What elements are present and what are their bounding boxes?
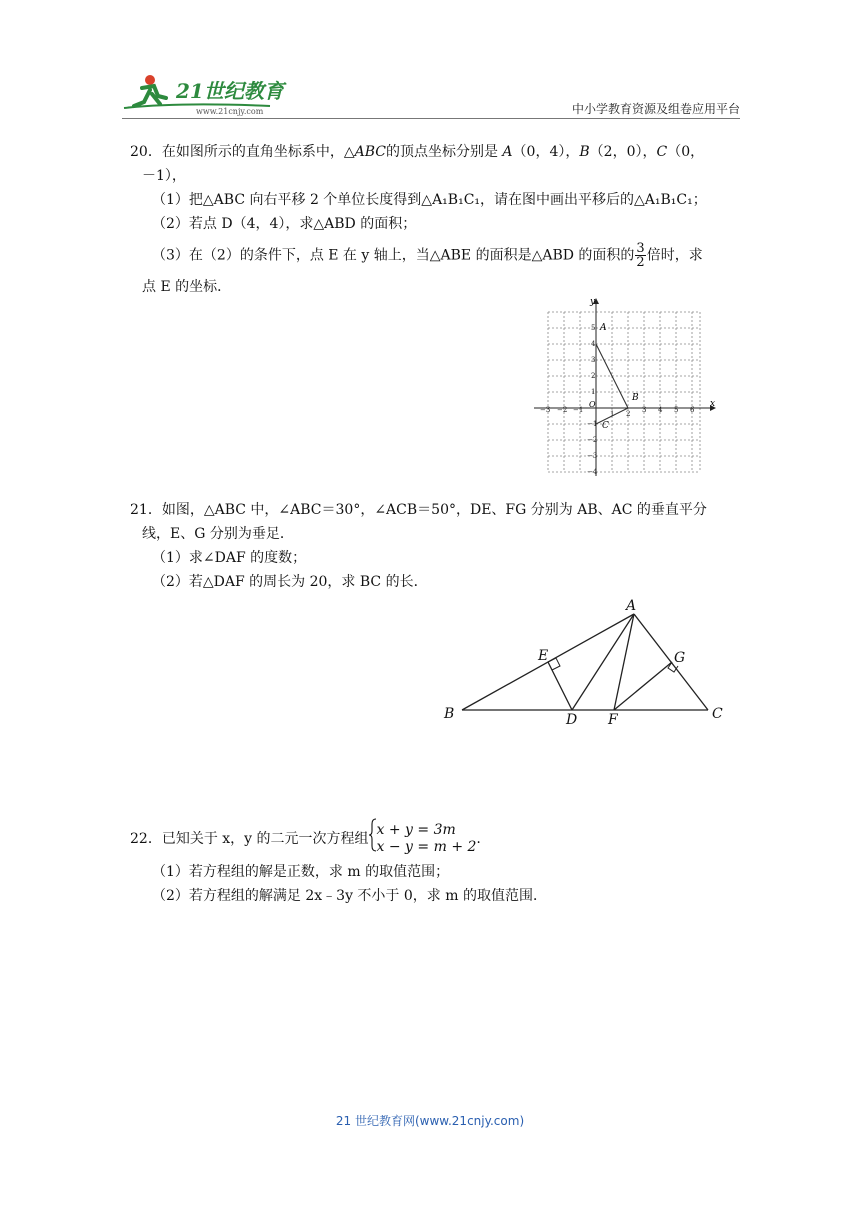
q21-part1: （1）求∠DAF 的度数；	[152, 550, 307, 566]
equation-system	[377, 822, 477, 856]
y-axis-label: y	[590, 297, 596, 307]
q20-part2: （2）若点 D（4，4），求△ABD 的面积；	[152, 216, 417, 232]
segment-ad	[572, 614, 634, 710]
fraction-three-halves: $\frac{3}{2}$	[636, 241, 645, 270]
q21-triangle-figure	[436, 592, 736, 728]
x-tick: 6	[690, 406, 695, 414]
q21-part2: （2）若△DAF 的周长为 20，求 BC 的长．	[152, 574, 428, 590]
right-angle-e	[548, 658, 560, 670]
x-tick: 5	[674, 406, 679, 414]
point-a-label: A	[600, 323, 607, 333]
equation-1: x + y = 3m	[376, 822, 456, 838]
label-b: B	[444, 706, 455, 722]
y-tick: 2	[591, 372, 596, 380]
q22-stem: 22．已知关于 x，y 的二元一次方程组 x + y = 3m x − y = m + 2 .	[130, 818, 740, 860]
y-tick: −2	[587, 436, 598, 444]
q21-stem-cont: 线，E、G 分别为垂足．	[142, 526, 294, 542]
logo	[120, 72, 320, 116]
y-tick: 5	[591, 324, 596, 332]
platform-name: 中小学教育资源及组卷应用平台	[571, 102, 740, 116]
brace-icon	[369, 818, 377, 860]
page-header	[120, 72, 740, 118]
q20-part1: （1）把△ABC 向右平移 2 个单位长度得到△A₁B₁C₁，请在图中画出平移后的△A₁B₁C₁；	[152, 192, 707, 208]
x-tick: −3	[540, 406, 551, 414]
x-tick: −1	[573, 406, 584, 414]
y-tick: −4	[587, 468, 598, 476]
q21-stem: 21．如图，△ABC 中，∠ABC＝30°，∠ACB＝50°，DE、FG 分别为 AB、AC 的垂直平分	[130, 502, 707, 518]
label-a: A	[626, 598, 637, 614]
q22-part1: （1）若方程组的解是正数，求 m 的取值范围；	[152, 864, 450, 880]
label-g: G	[674, 650, 686, 666]
x-axis-label: x	[710, 399, 716, 409]
label-d: D	[566, 712, 578, 728]
logo-url: www.21cnjy.com	[196, 107, 264, 116]
origin-label: O	[589, 400, 596, 409]
question-21	[130, 498, 740, 594]
label-f: F	[608, 712, 618, 728]
label-e: E	[538, 648, 549, 664]
x-tick: −2	[557, 406, 568, 414]
y-tick: −1	[587, 420, 598, 428]
y-tick: 3	[591, 356, 596, 364]
x-tick: 4	[658, 406, 663, 414]
grid-lines	[548, 312, 700, 472]
point-b-label: B	[632, 393, 639, 403]
x-tick: 2	[626, 410, 631, 418]
footer-site: 21 世纪教育网(www.21cnjy.com)	[335, 1114, 525, 1128]
q20-coordinate-grid	[530, 296, 730, 478]
equation-2: x − y = m + 2	[376, 839, 477, 855]
q20-stem: 20．在如图所示的直角坐标系中，△ABC的顶点坐标分别是 A（0，4），B（2，0），C（0，	[130, 144, 705, 160]
point-c-label: C	[602, 421, 609, 431]
y-tick: −3	[587, 452, 598, 460]
q22-part2: （2）若方程组的解满足 2x﹣3y 不小于 0，求 m 的取值范围．	[152, 888, 547, 904]
q20-part3-cont: 点 E 的坐标．	[142, 279, 232, 295]
header-divider	[122, 118, 740, 119]
q20-part3: （3）在（2）的条件下，点 E 在 y 轴上，当△ABE 的面积是△ABD 的面积的 $\frac{3}{2}$ 倍时，求	[152, 241, 703, 270]
question-20	[130, 140, 740, 299]
x-tick: 3	[642, 406, 647, 414]
segment-de	[548, 662, 572, 710]
q20-stem-cont: －1），	[142, 168, 186, 184]
x-tick: 1	[610, 410, 615, 418]
y-tick: 4	[591, 340, 596, 348]
question-22	[130, 818, 740, 908]
y-tick: 1	[591, 388, 596, 396]
logo-text: 21世纪教育	[176, 79, 284, 103]
label-c: C	[712, 706, 723, 722]
